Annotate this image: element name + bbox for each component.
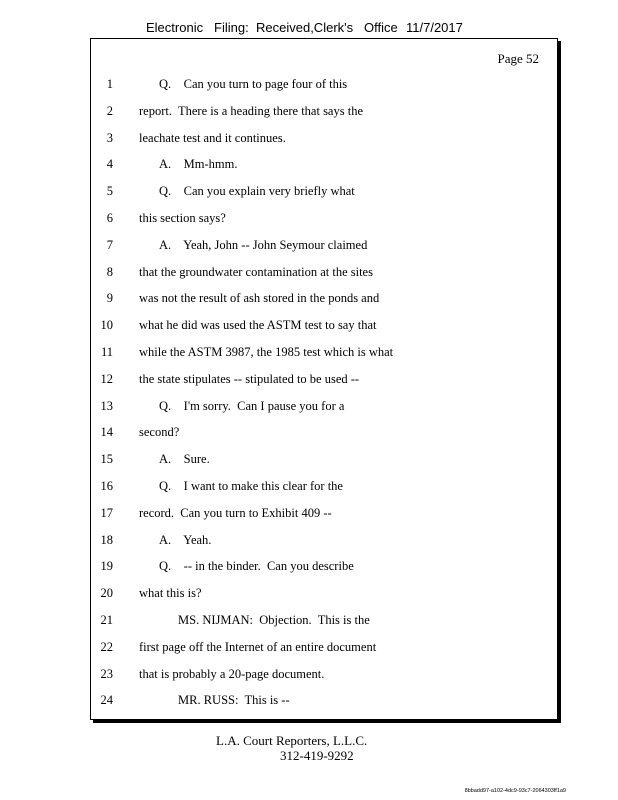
reporter-company: L.A. Court Reporters, L.L.C.: [216, 733, 368, 748]
line-number: 1: [106, 77, 113, 91]
transcript-line: [91, 693, 557, 713]
filing-header: [146, 20, 463, 35]
line-text: leachate test and it continues.: [139, 130, 286, 145]
line-number: 2: [106, 103, 113, 118]
document-id: 8bbadd97-a102-4dc9-93c7-2064303ff1a9: [464, 788, 566, 794]
line-number: 5: [106, 184, 113, 199]
line-number: 22: [100, 639, 113, 654]
line-text: MS. NIJMAN: Objection. This is the: [178, 613, 370, 627]
transcript-line: [91, 613, 557, 633]
line-number: 24: [100, 693, 113, 708]
line-text: that the groundwater contamination at the sites: [139, 264, 373, 279]
line-text: was not the result of ash stored in the ponds and: [139, 291, 380, 306]
reporter-phone: 312-419-9292: [280, 748, 354, 763]
transcript-line: [91, 291, 557, 311]
transcript-line: [91, 238, 557, 258]
filing-header-part: Office: [364, 20, 398, 35]
line-number: 19: [100, 559, 113, 574]
transcript-line: [91, 479, 557, 499]
filing-header-date: 11/7/2017: [406, 20, 463, 35]
line-number: 23: [100, 666, 113, 681]
line-text: A. Mm-hmm.: [159, 157, 238, 172]
filing-header-part: Electronic: [146, 20, 204, 35]
line-number: 21: [100, 613, 113, 627]
line-number: 13: [100, 398, 113, 413]
line-number: 10: [100, 318, 113, 333]
transcript-line: [91, 399, 557, 419]
line-number: 17: [100, 505, 113, 520]
transcript-line: [91, 157, 557, 177]
transcript-line: [91, 104, 557, 124]
line-text: Q. Can you turn to page four of this: [159, 77, 348, 91]
line-number: 18: [100, 532, 113, 547]
transcript-line: [91, 640, 557, 660]
line-text: what he did was used the ASTM test to say that: [139, 318, 377, 333]
line-text: MR. RUSS: This is --: [178, 693, 290, 708]
transcript-line: [91, 533, 557, 553]
line-number: 16: [100, 479, 113, 493]
transcript-line: [91, 452, 557, 472]
transcript-line: [91, 667, 557, 687]
line-text: first page off the Internet of an entire document: [139, 639, 377, 654]
line-text: A. Yeah, John -- John Seymour claimed: [159, 237, 368, 252]
transcript-line: [91, 184, 557, 204]
line-text: this section says?: [139, 211, 226, 225]
line-text: record. Can you turn to Exhibit 409 --: [139, 505, 332, 520]
line-number: 8: [106, 264, 113, 279]
page-number: Page 52: [497, 51, 539, 66]
line-text: A. Sure.: [159, 452, 210, 467]
transcript-line: [91, 425, 557, 445]
line-text: Q. Can you explain very briefly what: [159, 184, 355, 199]
line-number: 20: [100, 586, 113, 601]
transcript-line: [91, 77, 557, 97]
line-text: A. Yeah.: [159, 532, 212, 547]
line-number: 9: [106, 291, 113, 306]
line-text: that is probably a 20-page document.: [139, 666, 325, 681]
transcript-line: [91, 372, 557, 392]
line-number: 14: [100, 425, 113, 440]
transcript-line: [91, 318, 557, 338]
transcript-page: [90, 38, 558, 720]
transcript-line: [91, 559, 557, 579]
line-text: Q. I want to make this clear for the: [159, 479, 343, 493]
line-number: 6: [106, 211, 113, 225]
filing-header-part: Filing:: [214, 20, 249, 35]
transcript-line: [91, 345, 557, 365]
line-text: while the ASTM 3987, the 1985 test which is what: [139, 345, 394, 359]
line-text: report. There is a heading there that says the: [139, 103, 363, 118]
line-number: 11: [100, 345, 113, 359]
line-text: the state stipulates -- stipulated to be used --: [139, 371, 360, 386]
transcript-line: [91, 211, 557, 231]
transcript-line: [91, 586, 557, 606]
line-number: 3: [106, 130, 113, 145]
filing-header-part: Received,Clerk's: [256, 20, 354, 35]
line-number: 12: [100, 371, 113, 386]
transcript-line: [91, 506, 557, 526]
transcript-line: [91, 265, 557, 285]
line-text: what this is?: [139, 586, 202, 601]
line-number: 15: [100, 452, 113, 467]
line-text: Q. I'm sorry. Can I pause you for a: [159, 398, 345, 413]
line-text: Q. -- in the binder. Can you describe: [159, 559, 354, 574]
line-number: 7: [106, 237, 113, 252]
transcript-line: [91, 131, 557, 151]
line-text: second?: [139, 425, 180, 440]
line-number: 4: [106, 157, 113, 172]
